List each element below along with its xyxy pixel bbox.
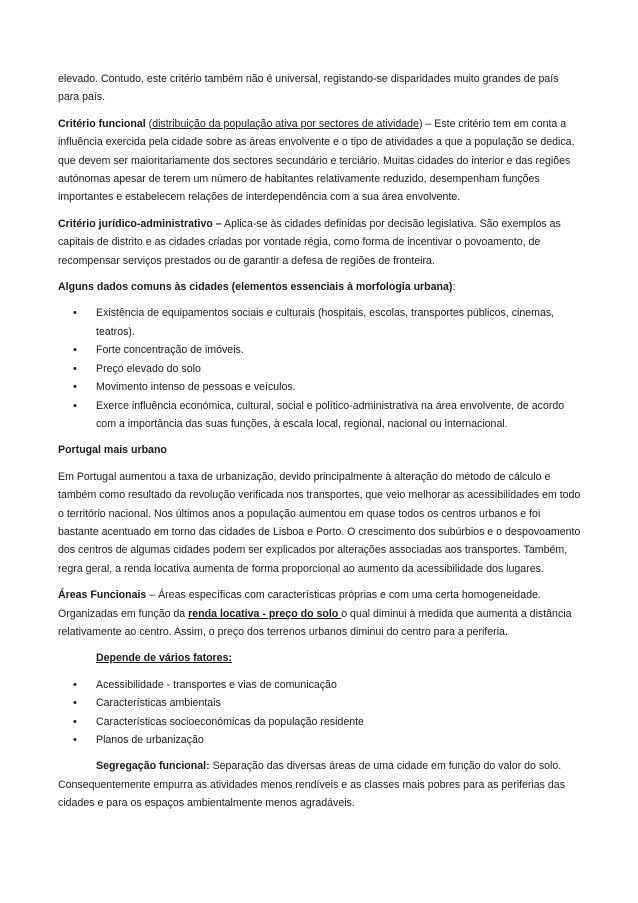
term-segregacao-funcional: Segregação funcional: <box>96 760 210 773</box>
list-item: • Características socioeconómicas da população residente <box>58 713 582 731</box>
list-item: • Preço elevado do solo <box>58 360 582 378</box>
dados-comuns-suffix: : <box>452 281 456 294</box>
list-item: • Forte concentração de imóveis. <box>58 341 582 359</box>
list-item: • Movimento intenso de pessoas e veículos. <box>58 378 582 396</box>
criterio-funcional-text: ) – Este critério tem em conta a influência exercida pela cidade sobre as áreas envolvente e o tipo de atividades a que a população se dedica, que devem ser maioritariamente dos sectores secundário e terciário. Muitas cidades do interior e das regiões autónomas apesar de terem um número de habitantes relativamente reduzido, desempenham funções importantes e estabelecem relações de interdependência com a sua área envolvente. <box>58 117 575 204</box>
term-distribuicao: distribuição da população ativa por sectores de atividade <box>152 117 419 130</box>
term-criterio-juridico: Critério jurídico-administrativo – <box>58 217 222 230</box>
list-item: • Planos de urbanização <box>58 731 582 749</box>
term-criterio-funcional: Critério funcional <box>58 117 146 130</box>
term-renda-locativa: renda locativa - preço do solo <box>188 607 342 620</box>
fatores-label: Depende de vários fatores: <box>96 652 232 665</box>
criterio-juridico-text: Aplica-se às cidades definidas por decisão legislativa. São exemplos as capitais de distrito e as cidades criadas por vontade régia, como forma de incentivar o povoamento, de recompensar serviços prestados ou de garantir a defesa de regiões de fronteira. <box>58 217 561 267</box>
paragraph-criterio-funcional <box>58 115 582 207</box>
paragraph-areas-funcionais <box>58 586 582 641</box>
segregacao-text: Separação das diversas áreas de uma cidade em função do valor do solo. Consequentemente empurra as atividades menos rendíveis e as classes mais pobres para as periferias das cidades e para os espaços ambientalmente menos agradáveis. <box>58 760 565 810</box>
dados-comuns-label: Alguns dados comuns às cidades (elementos essenciais à morfologia urbana) <box>58 281 453 294</box>
list-dados-comuns <box>58 304 582 433</box>
term-areas-funcionais: Áreas Funcionais <box>58 589 147 602</box>
areas-funcionais-text-b: o qual diminui à medida que aumenta a distância relativamente ao centro. Assim, o preço dos terrenos urbanos diminui do centro para a periferia. <box>58 607 572 638</box>
heading-dados-comuns <box>58 278 582 296</box>
list-fatores <box>58 676 582 750</box>
paragraph-intro: elevado. Contudo, este critério também não é universal, registando-se disparidades muito grandes de país para país. <box>58 73 559 104</box>
paragraph-segregacao <box>58 757 582 812</box>
areas-funcionais-text-a: – Áreas específicas com características próprias e com uma certa homogeneidade. Organizadas em função da <box>58 589 541 620</box>
list-item: • Acessibilidade - transportes e vias de comunicação <box>58 676 582 694</box>
subheading-fatores <box>58 649 582 667</box>
list-item: • Características ambientais <box>58 694 582 712</box>
paragraph-portugal: Em Portugal aumentou a taxa de urbanização, devido principalmente à alteração do método de cálculo e também como resultado da revolução verificada nos transportes, que veio melhorar as acessibilidades em todo o território nacional. Nos últimos anos a população aumentou em quase todos os centros urbanos e foi bastante acentuado em torno das cidades de Lisboa e Porto. O crescimento dos subúrbios e o despovoamento dos centros de algumas cidades podem ser explicados por alterações associadas aos transportes. Também, regra geral, a renda locativa aumenta de forma proporcional ao aumento da acessibilidade dos lugares. <box>58 470 581 575</box>
portugal-mais-urbano-label: Portugal mais urbano <box>58 444 167 457</box>
list-item: • Existência de equipamentos sociais e culturais (hospitais, escolas, transportes públicos, cinemas, teatros). <box>58 304 582 341</box>
heading-portugal-mais-urbano <box>58 441 582 459</box>
paren-open: ( <box>145 117 153 130</box>
paragraph-criterio-juridico <box>58 215 582 270</box>
list-item: • Exerce influência económica, cultural, social e político-administrativa na área envolvente, de acordo com a importância das suas funções, à escala local, regional, nacional ou internacional. <box>58 397 582 434</box>
